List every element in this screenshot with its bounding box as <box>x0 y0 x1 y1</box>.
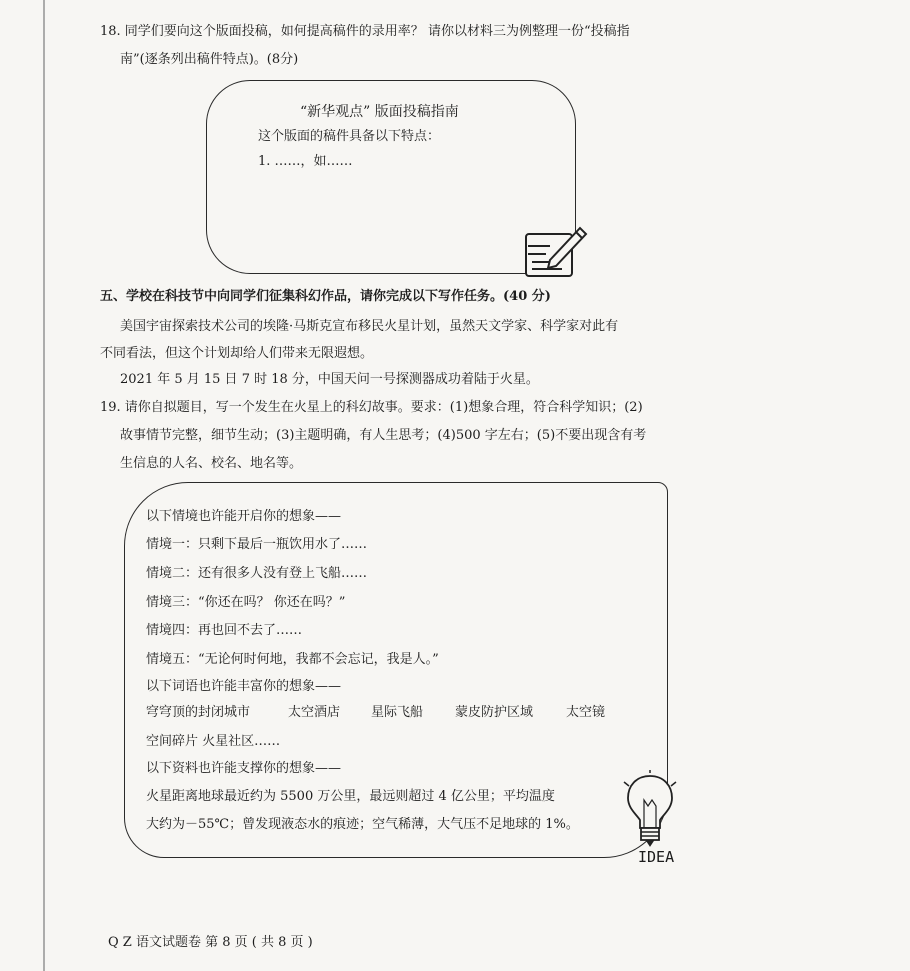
section5-para2: 2021 年 5 月 15 日 7 时 18 分，中国天问一号探测器成功着陆于火星。 <box>120 372 539 387</box>
guide-item: 1. ……，如…… <box>258 154 353 169</box>
lightbulb-icon <box>622 770 678 850</box>
word-item: 蒙皮防护区域 <box>455 705 534 720</box>
margin-line <box>43 0 45 971</box>
q19-line1: 19. 请你自拟题目，写一个发生在火星上的科幻故事。要求：(1)想象合理，符合科学知识；(2) <box>100 400 643 415</box>
section5-heading: 五、学校在科技节中向同学们征集科幻作品，请你完成以下写作任务。(40 分) <box>100 289 551 304</box>
word-item: 星际飞船 <box>371 705 424 720</box>
section5-para1-line2: 不同看法，但这个计划却给人们带来无限遐想。 <box>100 346 374 361</box>
data-heading: 以下资料也许能支撑你的想象—— <box>146 761 342 776</box>
scenario-item: 情境一：只剩下最后一瓶饮用水了…… <box>146 537 368 552</box>
q18-line2: 南”(逐条列出稿件特点)。(8分) <box>120 52 299 67</box>
scenario-item: 情境四：再也回不去了…… <box>146 623 303 638</box>
section5-para1-line1: 美国宇宙探索技术公司的埃隆·马斯克宣布移民火星计划，虽然天文学家、科学家对此有 <box>120 319 619 334</box>
q19-line2: 故事情节完整，细节生动；(3)主题明确，有人生思考；(4)500 字左右；(5)不要出现含有考 <box>120 428 647 443</box>
scenario-item: 情境二：还有很多人没有登上飞船…… <box>146 566 368 581</box>
word-item: 穹穹顶的封闭城市 <box>146 705 251 720</box>
scenario-item: 情境五：“无论何时何地，我都不会忘记，我是人。” <box>146 652 439 667</box>
words-heading: 以下词语也许能丰富你的想象—— <box>146 679 342 694</box>
scenario-heading: 以下情境也许能开启你的想象—— <box>146 509 342 524</box>
word-item: 太空酒店 <box>288 705 341 720</box>
data-line2: 大约为－55℃；曾发现液态水的痕迹；空气稀薄，大气压不足地球的 1%。 <box>146 817 579 832</box>
page-footer: Q Z 语文试题卷 第 8 页 ( 共 8 页 ) <box>108 935 313 950</box>
scenario-item: 情境三：“你还在吗？ 你还在吗？” <box>146 595 346 610</box>
guide-intro: 这个版面的稿件具备以下特点： <box>258 129 441 144</box>
q18-line1: 18. 同学们要向这个版面投稿，如何提高稿件的录用率？ 请你以材料三为例整理一份“投稿指 <box>100 24 630 39</box>
notepad-pen-icon <box>520 222 592 280</box>
words-row2: 空间碎片 火星社区…… <box>146 734 281 749</box>
idea-label: IDEA <box>638 848 675 866</box>
guide-title: “新华观点” 版面投稿指南 <box>300 104 459 120</box>
word-item: 太空镜 <box>566 705 606 720</box>
data-line1: 火星距离地球最近约为 5500 万公里，最远则超过 4 亿公里；平均温度 <box>146 789 555 804</box>
q19-line3: 生信息的人名、校名、地名等。 <box>120 456 303 471</box>
